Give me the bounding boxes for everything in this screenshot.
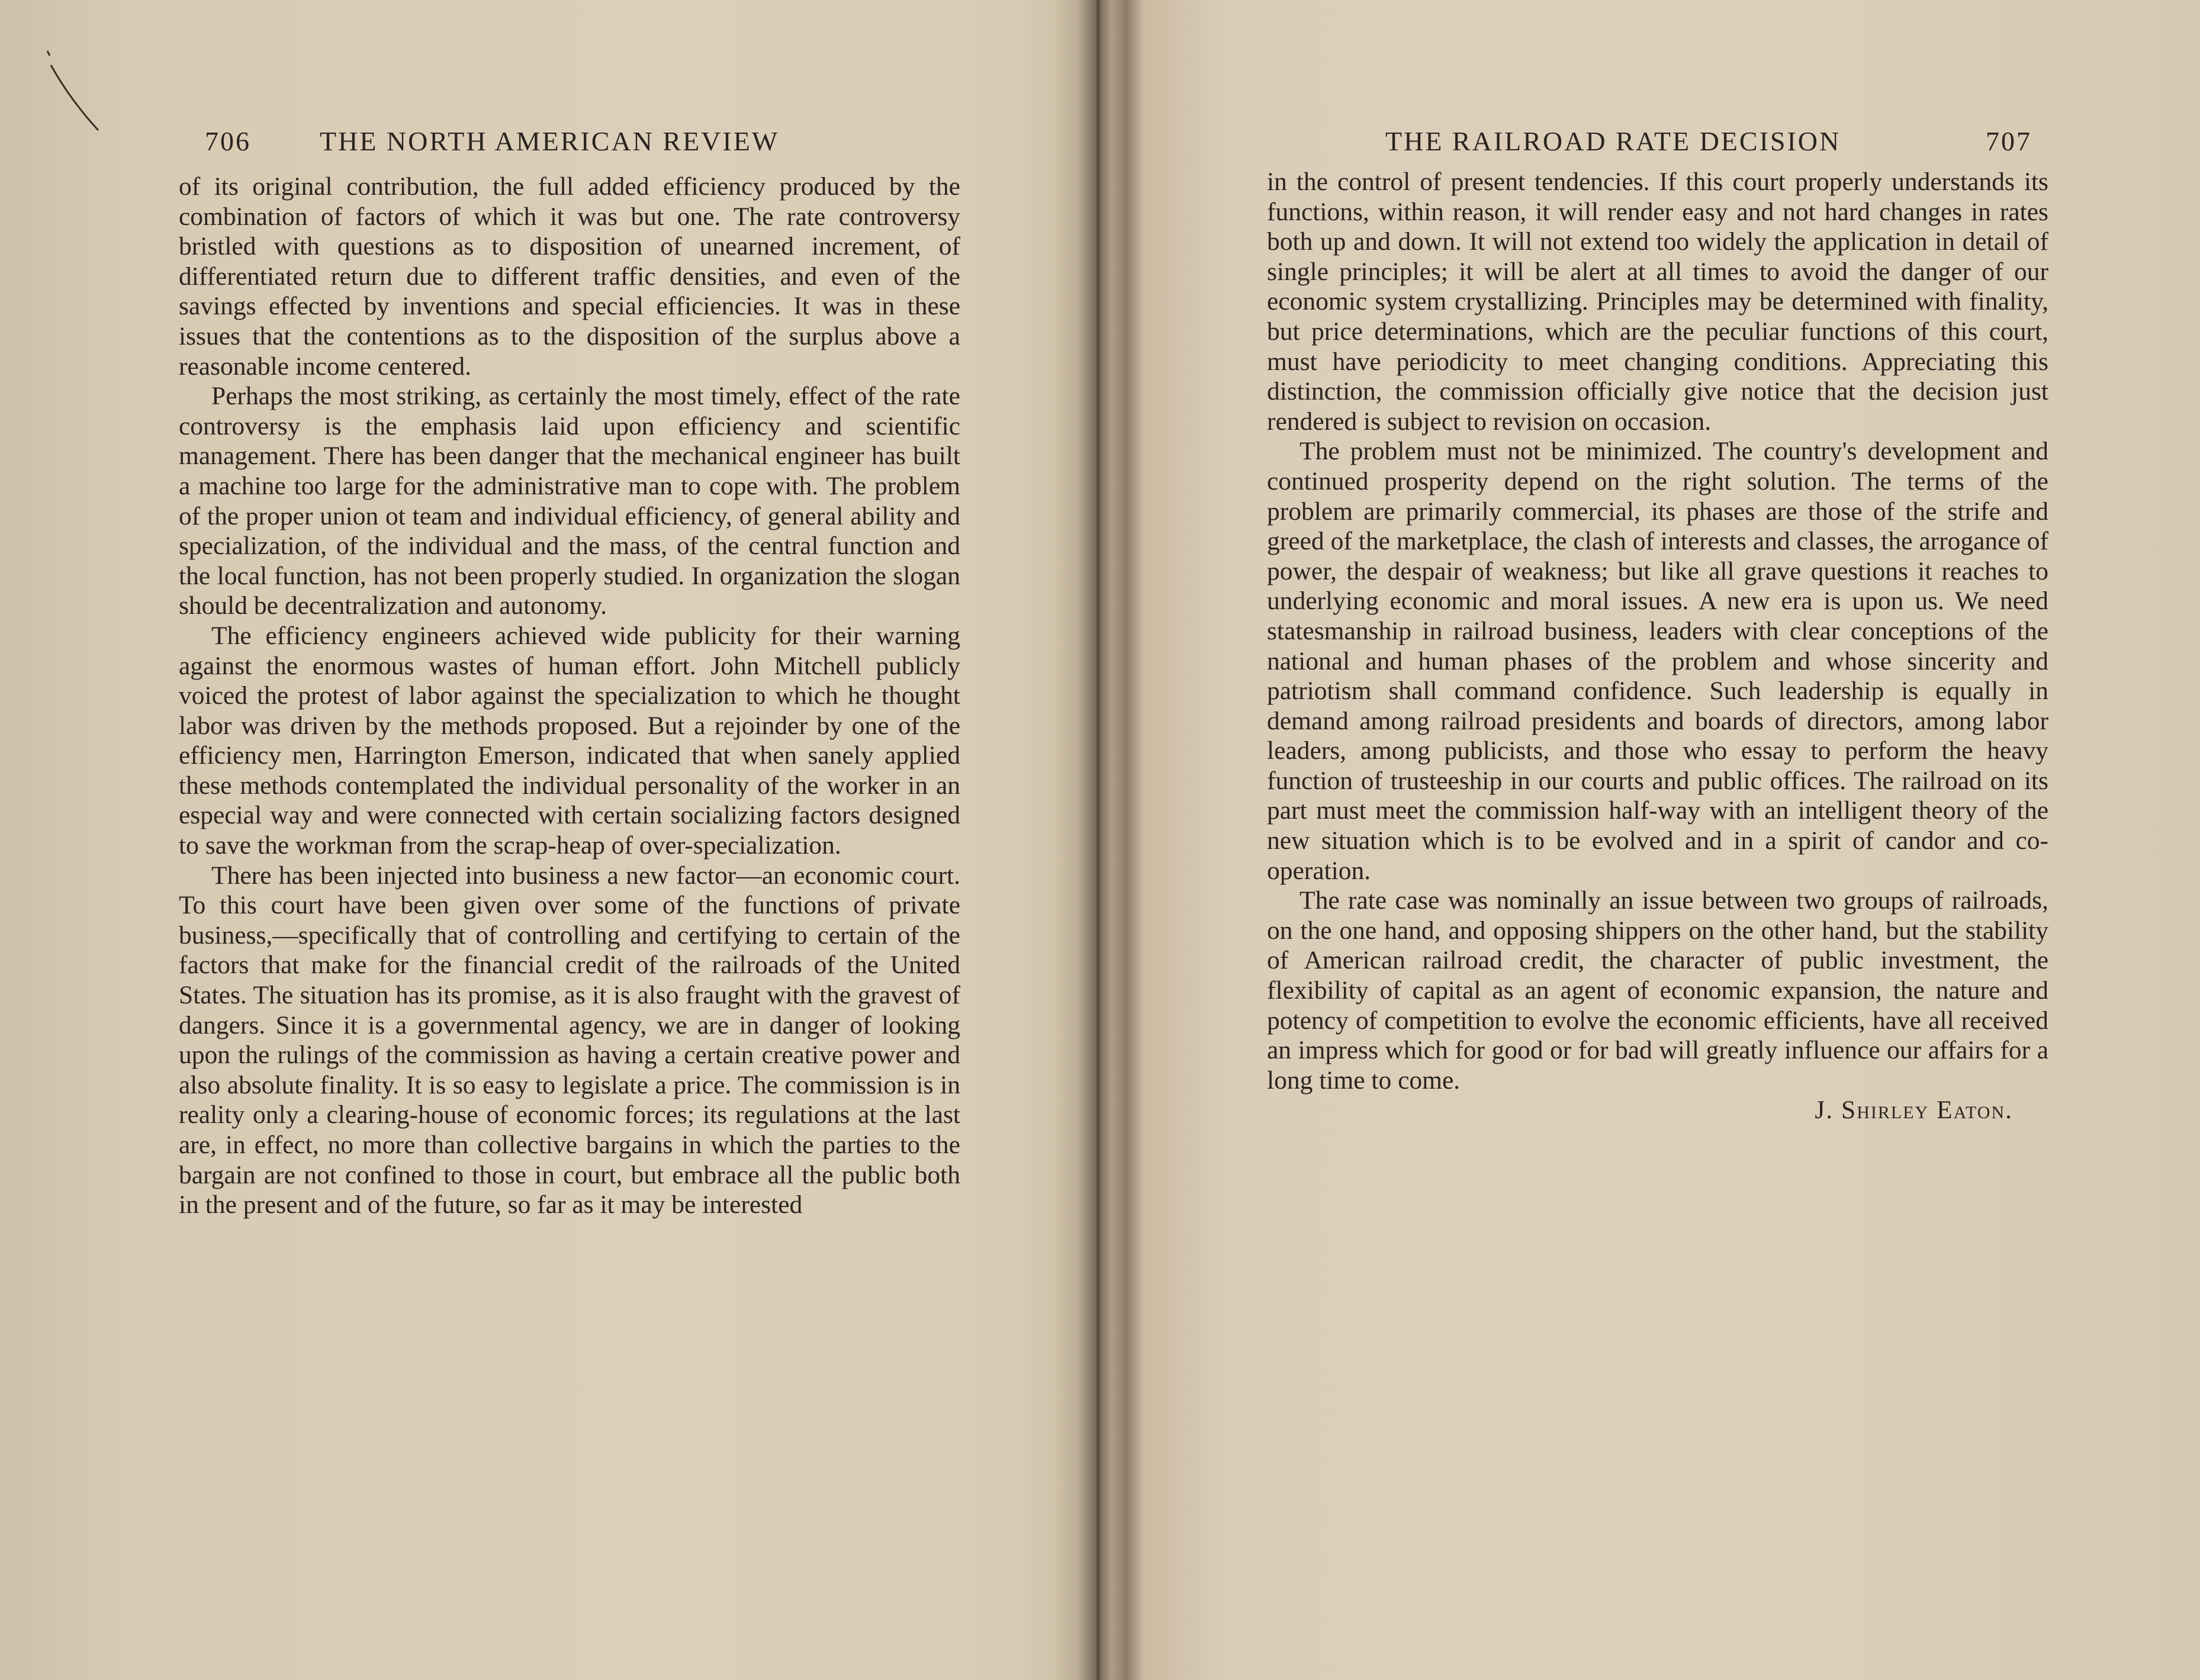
pencil-mark xyxy=(46,47,111,136)
article-title: THE RAILROAD RATE DECISION xyxy=(1385,126,1841,156)
paragraph: The efficiency engineers achieved wide publicity for their warning against the enormous wastes of human effort. John Mitchell publicly voiced the protest of labor against the specialization to which he thought labor was driven by the methods proposed. But a rejoinder by one of the efficiency men, Harrington Emerson, indicated that when sanely applied these methods contemplated the individual personality of the worker in an especial way and were connected with certain socializing factors designed to save the workman from the scrap-heap of over-specialization. xyxy=(179,621,960,860)
paragraph: There has been injected into business a new factor—an economic court. To this court have been given over some of the functions of private business,—specifically that of controlling and certifying to certain of the factors that make for the financial credit of the railroads of the United States. The situation has its promise, as it is also fraught with the gravest of dangers. Since it is a governmental agency, we are in danger of looking upon the rulings of the commission as having a certain creative power and also absolute finality. It is so easy to legislate a price. The commission is in reality only a clearing-house of economic forces; its regulations at the last are, in effect, no more than collective bargains in which the parties to the bargain are not confined to those in court, but embrace all the public both in the present and of the future, so far as it may be interested xyxy=(179,861,960,1219)
paragraph: in the control of present tendencies. If this court properly understands its functions, within reason, it will render easy and not hard changes in rates both up and down. It will not extend too widely the application in detail of single principles; it will be alert at all times to avoid the danger of our economic system crystallizing. Principles may be determined with finality, but price determinations, which are the peculiar functions of this court, must have periodicity to meet changing conditions. Appreciating this distinction, the commission officially give notice that the decision just rendered is subject to revision on occasion. xyxy=(1267,168,2048,436)
journal-title: THE NORTH AMERICAN REVIEW xyxy=(320,126,780,156)
author-signature: J. Shirley Eaton. xyxy=(1815,1096,2013,1125)
paragraph: The rate case was nominally an issue between two groups of railroads, on the one hand, and opposing shippers on the other hand, but the stability of American railroad credit, the character of public investment, the flexibility of capital as an agent of economic expansion, the nature and potency of competition to evolve the economic efficients, have all received an impress which for good or for bad will greatly influence our affairs for a long time to come. xyxy=(1267,886,2048,1095)
gutter-shadow xyxy=(1054,0,1131,1680)
left-page-number: 706 xyxy=(205,126,251,156)
left-body-text xyxy=(179,172,960,1220)
right-running-head xyxy=(1261,125,2060,161)
left-running-head xyxy=(172,125,977,161)
book-gutter xyxy=(1096,0,1100,1680)
paragraph: of its original contribution, the full added efficiency produced by the combination of factors of which it was but one. The rate controversy bristled with questions as to disposition of unearned increment, of differentiated return due to different traffic densities, and even of the savings effected by inventions and special efficiencies. It was in these issues that the contentions as to the disposition of the surplus above a reasonable income centered. xyxy=(179,172,960,381)
left-page xyxy=(172,0,977,1680)
paragraph: Perhaps the most striking, as certainly the most timely, effect of the rate controversy is the emphasis laid upon efficiency and scientific management. There has been danger that the mechanical engineer has built a machine too large for the administrative man to cope with. The problem of the proper union ot team and individual efficiency, of general ability and specialization, of the individual and the mass, of the central function and the local function, has not been properly studied. In organization the slogan should be decentralization and autonomy. xyxy=(179,382,960,620)
paragraph: The problem must not be minimized. The country's development and continued prosperity depend on the right solution. The terms of the problem are primarily commercial, its phases are those of the strife and greed of the marketplace, the clash of interests and classes, the arrogance of power, the despair of weakness; but like all grave questions it reaches to underlying economic and moral issues. A new era is upon us. We need statesmanship in railroad business, leaders with clear conceptions of the national and human phases of the problem and whose sincerity and patriotism shall command confidence. Such leadership is equally in demand among railroad presidents and boards of directors, among labor leaders, among publicists, and those who essay to perform the heavy function of trusteeship in our courts and public offices. The railroad on its part must meet the commission half-way with an intelligent theory of the new situation which is to be evolved and in a spirit of candor and co-operation. xyxy=(1267,437,2048,885)
right-page xyxy=(1261,0,2060,1680)
right-page-number: 707 xyxy=(1986,126,2032,156)
right-body-text xyxy=(1267,167,2048,1125)
